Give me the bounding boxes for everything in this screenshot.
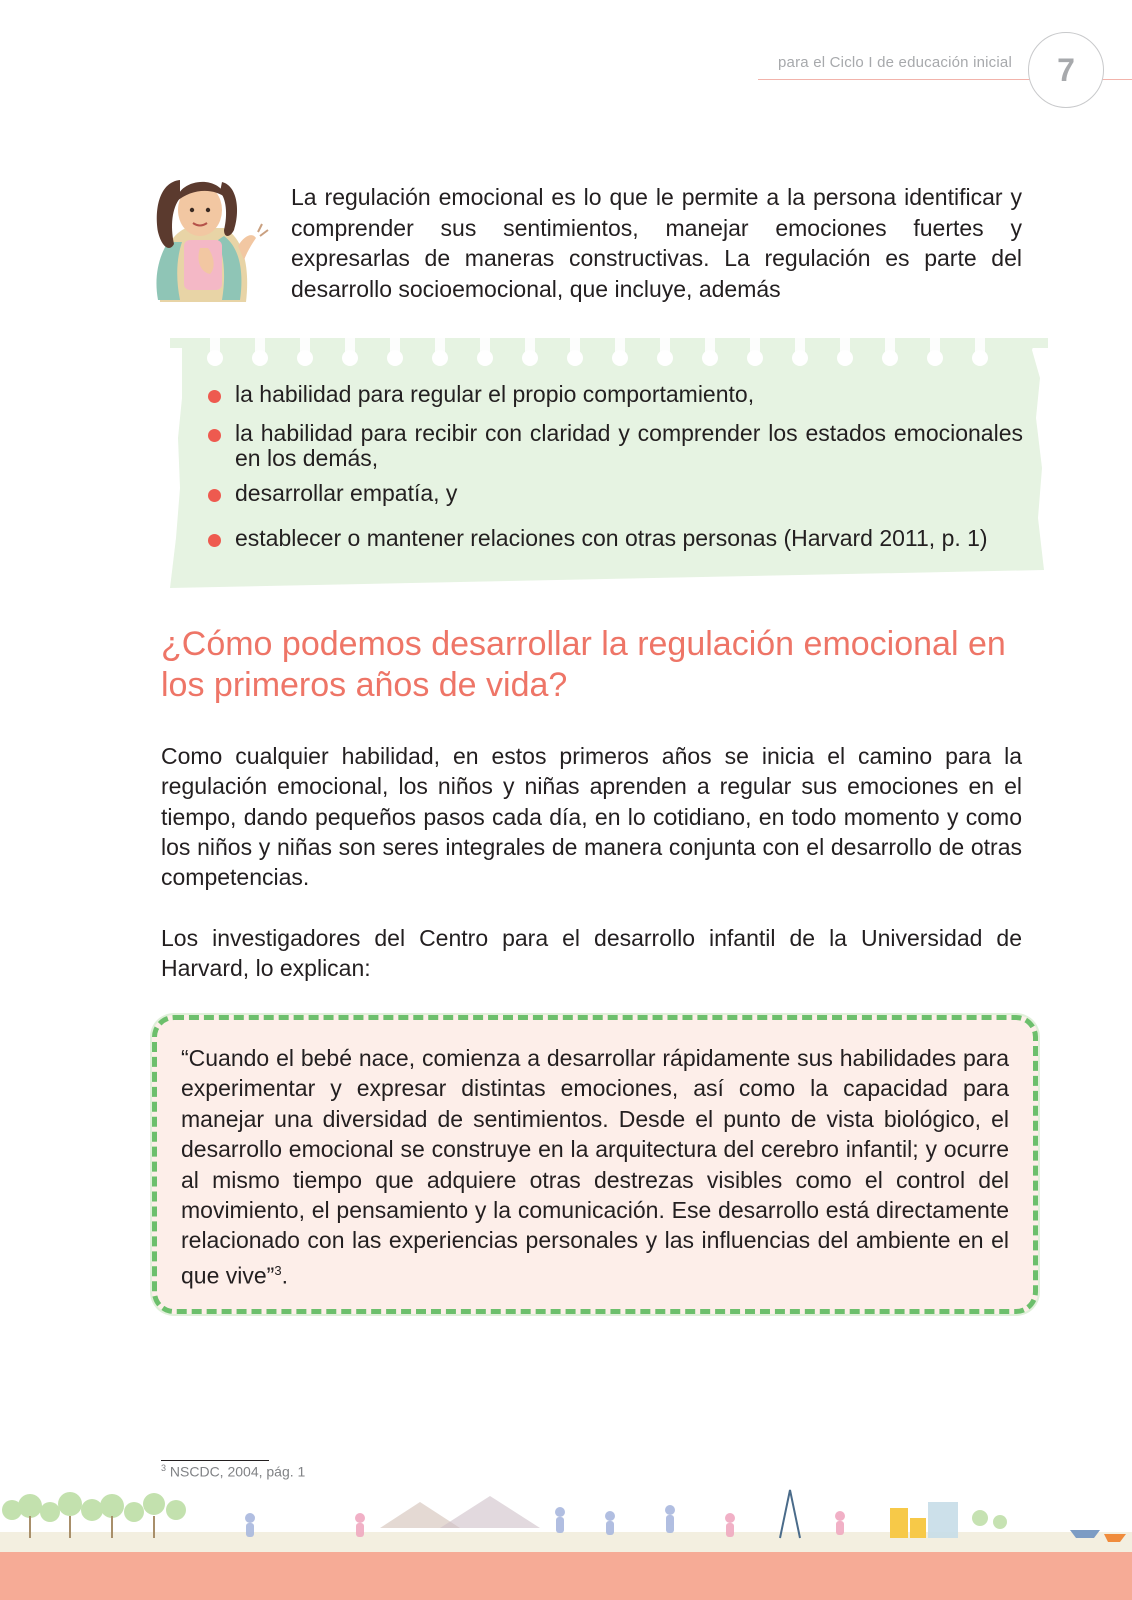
quote-text — [181, 1043, 1009, 1291]
intro-paragraph: La regulación emocional es lo que le permite a la persona identificar y comprender sus sentimientos, manejar emociones fuertes y expresarlas de maneras constructivas. La regulación es parte del desarrollo socioemocional, que incluye, además — [291, 184, 1022, 302]
list-item — [208, 421, 1023, 471]
quote-body: “Cuando el bebé nace, comienza a desarrollar rápidamente sus habilidades para experimentar y expresar distintas emociones, así como la capacidad para manejar una diversidad de sentimientos. Desde el punto de vista biológico, el desarrollo emocional se construye en la arquitectura del cerebro infantil; y ocurre al mismo tiempo que adquiere otras destrezas visibles como el control del movimiento, el pensamiento y la comunicación. Ese desarrollo está directamente relacionado con las experiencias personales y las influencias del ambiente en el que vive” — [181, 1045, 1009, 1289]
skills-bullet-list — [208, 382, 1023, 551]
footnote-text: NSCDC, 2004, pág. 1 — [169, 1463, 306, 1480]
page-number — [1028, 32, 1104, 108]
list-item-text: establecer o mantener relaciones con otras personas (Harvard 2011, p. 1) — [235, 525, 988, 551]
list-item-text: desarrollar empatía, y — [235, 480, 458, 506]
body-paragraph: Los investigadores del Centro para el desarrollo infantil de la Universidad de Harvard, lo explican: — [161, 925, 1022, 982]
footnote-marker: 3 — [161, 1463, 167, 1473]
list-item — [208, 526, 1023, 551]
bullet-dot-icon — [208, 534, 221, 547]
list-item — [208, 382, 1023, 407]
footnote — [161, 1463, 305, 1480]
body-paragraph: Como cualquier habilidad, en estos primeros años se inicia el camino para la regulación emocional, los niños y niñas aprenden a regular sus emociones en el tiempo, dando pequeños pasos cada día, en lo cotidiano, en todo momento y como los niños y niñas son seres integrales de manera conjunta con el desarrollo de otras competencias. — [161, 743, 1022, 891]
footnote-rule — [161, 1460, 269, 1461]
bullet-dot-icon — [208, 429, 221, 442]
list-item — [208, 481, 1023, 506]
running-title: para el Ciclo I de educación inicial — [778, 54, 1012, 71]
list-item-text: la habilidad para recibir con claridad y comprender los estados emocionales en los demás, — [235, 420, 1023, 471]
footer-scene-illustration — [0, 1488, 1132, 1554]
bullet-dot-icon — [208, 489, 221, 502]
footer-band — [0, 1552, 1132, 1600]
quote-trailing-punctuation: . — [281, 1262, 288, 1289]
bullet-dot-icon — [208, 390, 221, 403]
section-heading: ¿Cómo podemos desarrollar la regulación emocional en los primeros años de vida? — [161, 625, 1006, 704]
list-item-text: la habilidad para regular el propio comportamiento, — [235, 381, 755, 407]
page-number-text: 7 — [1057, 51, 1075, 88]
footnote-reference: 3 — [274, 1262, 282, 1278]
teacher-illustration — [140, 168, 270, 304]
